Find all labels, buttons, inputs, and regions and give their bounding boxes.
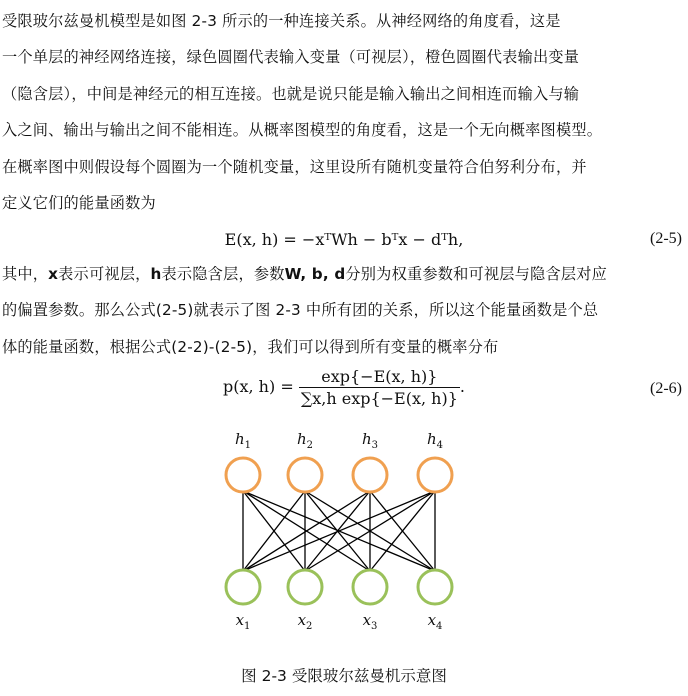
hidden-layer	[226, 458, 452, 492]
equation-tail: .	[459, 377, 465, 396]
text-line	[2, 256, 686, 292]
hidden-node-label: $h_2$	[296, 430, 314, 451]
text-line: 一个单层的神经网络连接，绿色圆圈代表输入变量（可视层），橙色圆圈代表输出变量	[2, 48, 580, 67]
visible-node	[353, 570, 387, 604]
symbol-h: h	[150, 265, 162, 283]
visible-node-label: $x_1$	[235, 611, 251, 632]
figure-caption: 图 2-3 受限玻尔兹曼机示意图	[241, 667, 447, 685]
hidden-node	[226, 458, 260, 492]
equation-lhs: p(x, h) =	[223, 377, 299, 396]
fraction-numerator: exp{−E(x, h)}	[299, 367, 460, 388]
text-line: 受限玻尔兹曼机模型是如图 2-3 所示的一种连接关系。从神经网络的角度看，这是	[2, 12, 561, 30]
visible-layer	[226, 570, 452, 604]
hidden-node	[353, 458, 387, 492]
symbol-params: W, b, d	[284, 265, 346, 283]
rbm-diagram	[218, 424, 478, 640]
paragraph-rbm-intro	[2, 3, 686, 221]
paragraph-energy-explanation	[2, 256, 686, 365]
text-line: 的偏置参数。那么公式(2-5)就表示了图 2-3 中所有团的关系，所以这个能量函数是个总	[2, 301, 599, 320]
text-span: 其中，	[2, 265, 49, 283]
text-line: 体的能量函数，根据公式(2-2)-(2-5)，我们可以得到所有变量的概率分布	[2, 337, 499, 356]
visible-node	[418, 570, 452, 604]
fraction	[299, 367, 460, 408]
text-line: 定义它们的能量函数为	[2, 194, 156, 213]
hidden-node	[418, 458, 452, 492]
text-line: （隐含层），中间是神经元的相互连接。也就是说只能是输入输出之间相连而输入与输	[2, 84, 580, 103]
text-line: 入之间、输出与输出之间不能相连。从概率图模型的角度看，这是一个无向概率图模型。	[2, 121, 603, 140]
equation-number-2-6: (2-6)	[650, 380, 682, 397]
equation-number-2-5: (2-5)	[650, 230, 682, 247]
visible-node-label: $x_2$	[297, 611, 313, 632]
equation-2-6	[0, 367, 688, 408]
text-span: 表示隐含层，参数	[161, 265, 285, 283]
text-span: 分别为权重参数和可视层与隐含层对应	[345, 265, 607, 283]
connection-edges	[243, 491, 435, 571]
fraction-denominator: ∑x,h exp{−E(x, h)}	[300, 389, 458, 408]
hidden-node-label: $h_3$	[361, 430, 379, 451]
text-line: 在概率图中则假设每个圆圈为一个随机变量，这里设所有随机变量符合伯努利分布，并	[2, 157, 587, 176]
visible-node-label: $x_4$	[427, 611, 443, 632]
hidden-node-label: $h_4$	[426, 430, 444, 451]
visible-node	[226, 570, 260, 604]
text-span: 表示可视层，	[58, 265, 151, 283]
equation-2-5: E(x, h) = −xᵀWh − bᵀx − dᵀh,	[224, 230, 464, 249]
visible-node	[288, 570, 322, 604]
hidden-node	[288, 458, 322, 492]
visible-node-label: $x_3$	[362, 611, 378, 632]
symbol-x: x	[48, 265, 59, 283]
hidden-node-label: $h_1$	[234, 430, 252, 451]
